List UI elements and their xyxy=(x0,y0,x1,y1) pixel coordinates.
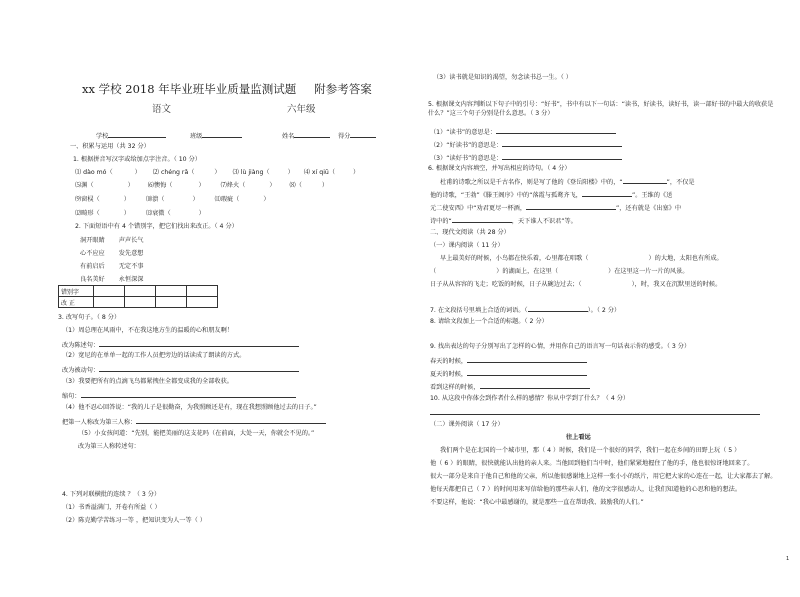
q9-line-1: 春天的时候， xyxy=(430,356,587,366)
pinyin-row-3: ⑼窗棂（ ） ⑽溃（ ） ⑾瑕疵（ ） xyxy=(75,196,270,203)
q3-1-text: （1）周总理在风雨中，不在我这地方生的温暖的心和朋友啊！ xyxy=(62,327,233,334)
q3-1-answer: 改为陈述句： xyxy=(62,340,299,350)
table-cell[interactable] xyxy=(187,286,218,297)
info-name: 姓名 xyxy=(282,131,330,141)
essay-para-5: 不要这样，他说：“我心中最感谢的，就是那些一直在帮助我、鼓励我的人们。” xyxy=(430,499,644,506)
table-label-correct: 改 正 xyxy=(59,297,94,308)
q9-line-2: 夏天的时候， xyxy=(430,369,587,379)
q3-2-answer: 改为被动句： xyxy=(62,365,299,375)
pinyin-row-1: ⑴ dào mó（ ） ⑵ chéng rǎ（ ） ⑶ lù jiàng（ ） ⑷ xí qiū（ ） xyxy=(75,169,360,176)
table-cell[interactable] xyxy=(125,297,156,308)
table-cell[interactable] xyxy=(125,286,156,297)
info-class: 班级 xyxy=(190,131,242,141)
reading2-heading: （二）课外阅读（ 17 分） xyxy=(430,421,504,428)
q3-3-answer: 缩句： xyxy=(62,391,296,401)
q4-1-text: （1）书香溢满门，开卷有所益（ ） xyxy=(62,504,161,511)
q3-5-answer: 改为第三人称转述句： xyxy=(78,443,140,450)
right-top-line: （3）读书就是知识的渴望，勿念读书总一生。（ ） xyxy=(433,74,572,81)
essay-para-2: 他（ 6 ）的眼睛，很快就能认出他的亲人来。当他回到他们当中时，他们紧紧地握住了他的手，他也很惊讶地回来了。 xyxy=(430,460,754,467)
q3-5-text: （5）小女孩问道：“先别，能把美丽的这支花吗（在前面，大处一天，你就会不见的。” xyxy=(78,430,315,437)
q5-2: （2）“好读书”的意思是： xyxy=(430,140,622,150)
q6-line-3: 元二使安西》中“劝君更尽一杯酒， ”，还有就是《出塞》中 xyxy=(430,205,682,212)
phrase-row-3: 有前启后 无定不事 xyxy=(80,263,144,270)
q6-line-2: 他的诗歌，“王勃”《滕王阁序》中的“落霞与孤鹜齐飞， ”。王维的《送 xyxy=(430,192,673,199)
table-cell[interactable] xyxy=(156,286,187,297)
correction-table xyxy=(58,285,218,308)
reading1-para-2: （ ）的湖面上，在这里（ ）在这里这一片一片的风景。 xyxy=(430,268,689,275)
q6-line-4: 诗中的“ ，天下谁人不识君”等。 xyxy=(430,218,577,225)
reading1-heading: （一）课内阅读（ 11 分） xyxy=(430,242,504,249)
essay-title: 往上看远 xyxy=(566,434,591,441)
q8-heading: 8. 请给文段加上一个合适的标题。（ 2 分） xyxy=(430,318,548,325)
q2-heading: 2. 下面短语中有 4 个错别字，把它们找出来改正。（ 4 分） xyxy=(75,223,238,230)
phrase-row-1: 洞开眼睛 声声长气 xyxy=(80,237,144,244)
table-cell[interactable] xyxy=(94,297,125,308)
q5-heading: 5. 根据课文内容判断以下句子中的引号：“好书”，书中有以下一句话：“读书，好读书，读好书，读一部好书的中最大的收获是什么？”这三个句子分别是什么意思。（ 3 分） xyxy=(428,101,774,117)
q4-heading: 4. 下列对联横批的连续 ？（ 3 分） xyxy=(62,491,161,498)
q5-3: （3）“读好书”的意思是： xyxy=(430,153,622,163)
section2-heading: 二、现代文阅读（共 28 分） xyxy=(430,229,510,236)
page-number: 1 xyxy=(786,556,790,562)
q9-line-3: 看到这样的时候， xyxy=(430,382,590,392)
q7-heading: 7. 在文段括号里填上合适的词语。（ ）。（ 2 分） xyxy=(430,307,621,314)
q3-4-text: （4）他不忍心回答说：“我的儿子是很勤奋，为我照顾还是有，现在我想照顾他过去的日子。” xyxy=(62,404,317,411)
q4-2-text: （2）陈克勤学苦练习一等 ，把知识变为人一等（ ） xyxy=(62,517,206,524)
q3-3-text: （3）我要把所有的点滴飞鸟都紧拽住全都变成我的全部收获。 xyxy=(62,378,233,385)
q6-line-1: 杜甫的诗歌之所以是千古名作，则是写了他的《登岳阳楼》中的，“ ”，不仅是 xyxy=(440,179,695,186)
q3-heading: 3. 改写句子。（ 8 分） xyxy=(58,314,121,321)
phrase-row-4: 良名美好 永恒深深 xyxy=(80,276,144,283)
pinyin-row-2: ⑸渊（ ） ⑹懊悔（ ） ⑺烽火（ ） ⑻（ ） xyxy=(75,182,329,189)
exam-title: xx 学校 2018 年毕业班毕业质量监测试题 附参考答案 xyxy=(82,82,372,96)
reading1-para-3: 日子从从容容的飞走；吃饭的时候，日子从碗边过去；（ ），时，我又在沉默里送的时候。 xyxy=(430,281,722,288)
answer-line xyxy=(430,414,760,415)
phrase-row-2: 心不应应 发先意想 xyxy=(80,250,144,257)
q3-2-text: （2）宽尼的在单单一起的工作人员把旁边的话读成了朗读的方式。 xyxy=(62,352,246,359)
q6-heading: 6. 根据课文内容填空，并写出相应的诗句。（ 4 分） xyxy=(428,165,571,172)
table-label-wrong: 错别字 xyxy=(59,286,94,297)
pinyin-row-4: ⑿畸形（ ） ⒀衰微（ ） xyxy=(75,210,205,217)
essay-para-4: 他每天都把自己（ 7 ）的时间用来写信给他的那些亲人们，他的文字很感动人，让我们知道他的心思和他的想法。 xyxy=(430,486,742,493)
q1-heading: 1. 根据拼音写汉字或给加点字注音。（ 10 分） xyxy=(73,156,201,163)
info-school: 学校 xyxy=(96,131,166,141)
section1-heading: 一、积累与运用（共 32 分） xyxy=(70,143,150,150)
q5-1: （1）“读书”的意思是： xyxy=(430,127,616,137)
grade-label: 六年级 xyxy=(287,104,316,115)
q9-heading: 9. 找出表达的句子分别写出了怎样的心情，并用你自己的语言写一句话表示你的感受。（ 3 分） xyxy=(430,343,691,350)
info-score: 得分 xyxy=(338,131,376,141)
reading1-para-1: 早上最美好的时候，小鸟都在快乐着，心里都在唱歌（ ）的大地，太阳也有所成。 xyxy=(440,255,723,262)
table-cell[interactable] xyxy=(94,286,125,297)
table-cell[interactable] xyxy=(187,297,218,308)
essay-para-3: 很大一部分是来自于他自己和他的父亲，所以他很感谢地上这样一张小小的纸片，用它把大家的心连在一起，让大家都去了解。 xyxy=(430,473,777,480)
q10-heading: 10. 从这段中你体会到作者什么样的感情？你从中学到了什么？（ 4 分） xyxy=(430,395,630,402)
table-cell[interactable] xyxy=(156,297,187,308)
q3-4-answer: 把第一人称改为第三人称： xyxy=(62,417,326,427)
essay-para-1: 我们两个是在北国的一个城市里，那（ 4 ）时候，我们是一个很好的同学，我们一起在乡间的田野上玩（ 5 ） xyxy=(440,447,741,454)
subject-label: 语文 xyxy=(152,104,172,115)
